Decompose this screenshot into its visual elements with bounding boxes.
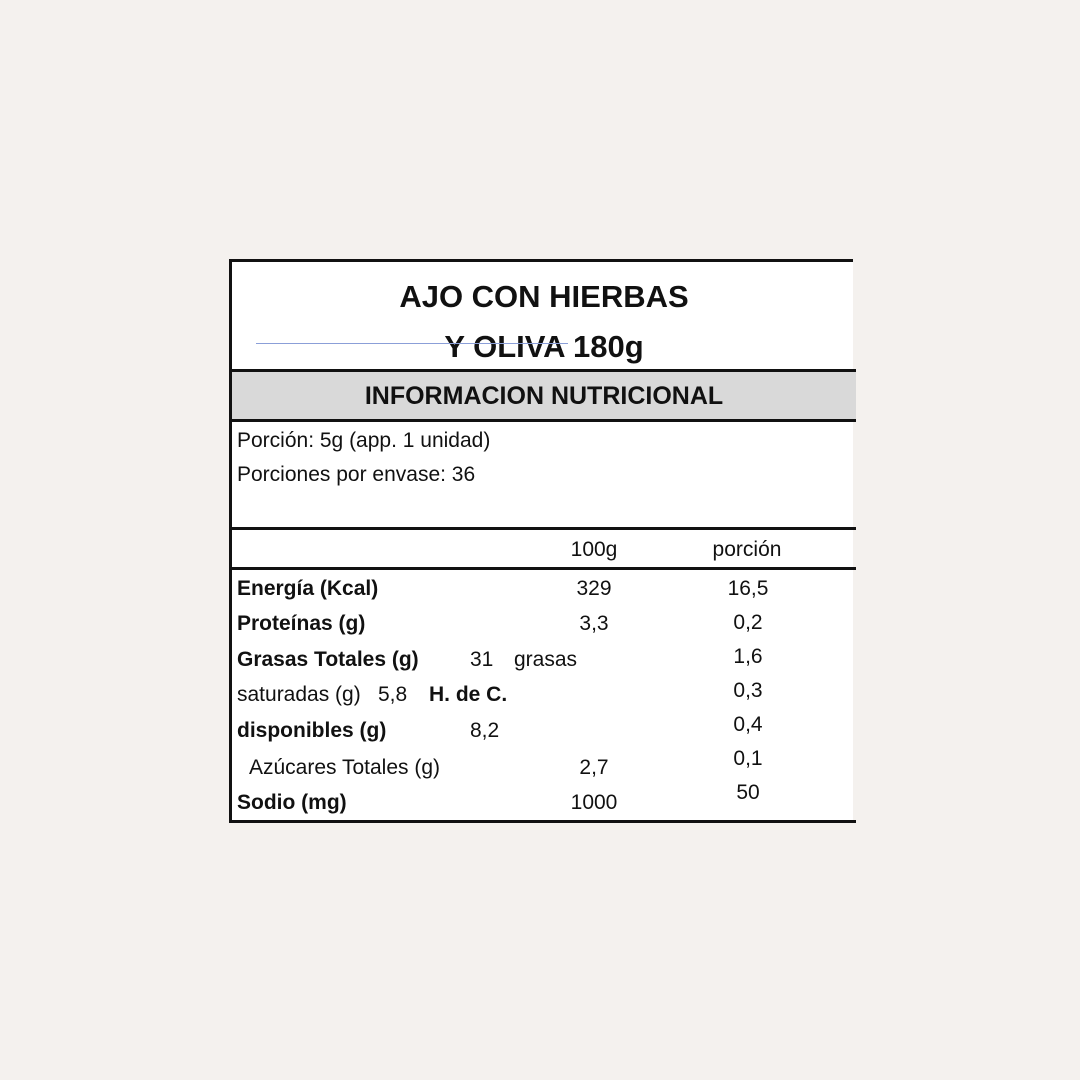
divider: [232, 527, 856, 530]
row-value-portion: 0,4: [733, 713, 763, 736]
section-title: INFORMACION NUTRICIONAL: [232, 372, 856, 420]
row-label-total-fat: Grasas Totales (g): [237, 648, 419, 671]
row-label-protein: Proteínas (g): [237, 612, 366, 635]
row-label-sodium: Sodio (mg): [237, 791, 347, 814]
row-label-fragment: grasas: [514, 648, 578, 671]
product-name-line2: Y OLIVA 180g: [444, 329, 644, 364]
divider: [232, 820, 856, 823]
column-header-portion: porción: [712, 538, 782, 561]
row-value-100g: 1000: [570, 791, 618, 814]
row-value-portion: 50: [736, 781, 760, 804]
row-value-portion: 0,3: [733, 679, 763, 702]
row-value-portion: 16,5: [727, 577, 769, 600]
row-label-available: disponibles (g): [237, 719, 387, 742]
strike-line: [256, 343, 568, 344]
row-value-100g: 5,8: [378, 683, 408, 706]
row-value-100g: 2,7: [579, 756, 609, 779]
row-label-fragment: H. de C.: [429, 683, 508, 706]
product-title: [232, 272, 856, 372]
row-value-portion: 1,6: [733, 645, 763, 668]
row-value-100g: 8,2: [470, 719, 500, 742]
row-value-100g: 329: [576, 577, 612, 600]
row-label-sugars: Azúcares Totales (g): [249, 756, 441, 779]
servings-per-package: Porciones por envase: 36: [237, 463, 476, 486]
row-value-portion: 0,1: [733, 747, 763, 770]
portion-size: Porción: 5g (app. 1 unidad): [237, 429, 491, 452]
row-label-energy: Energía (Kcal): [237, 577, 379, 600]
divider: [232, 419, 856, 422]
product-name-line1: AJO CON HIERBAS: [399, 279, 689, 314]
column-header-100g: 100g: [570, 538, 618, 561]
row-value-100g: 3,3: [579, 612, 609, 635]
nutrition-label: [229, 259, 853, 823]
divider: [232, 567, 856, 570]
row-value-100g: 31: [470, 648, 494, 671]
row-label-saturated: saturadas (g): [237, 683, 361, 706]
row-value-portion: 0,2: [733, 611, 763, 634]
